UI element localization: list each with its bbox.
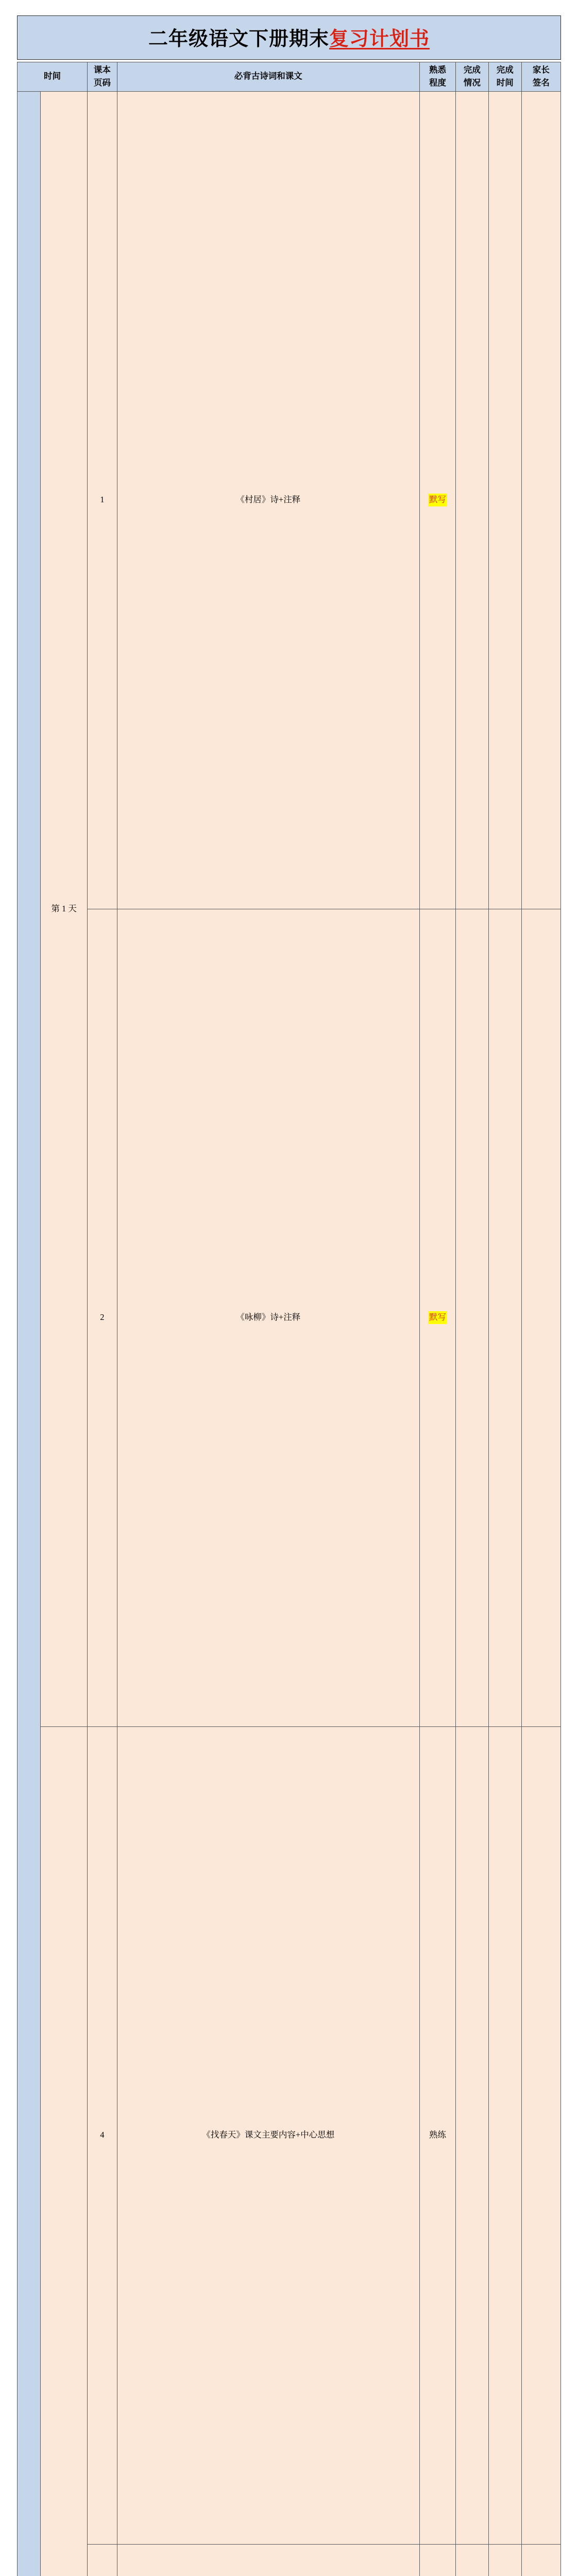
content-cell xyxy=(117,909,419,1726)
task-group-label xyxy=(18,91,41,2576)
familiarity-cell xyxy=(419,1726,455,2544)
day-label xyxy=(41,1726,88,2576)
familiarity-cell xyxy=(419,909,455,1726)
familiarity-tag: 默写 xyxy=(428,1311,447,1324)
table-row xyxy=(18,91,561,909)
header-time: 时间 xyxy=(18,62,88,92)
header-completion-time: 完成 时间 xyxy=(488,62,521,92)
completion-cell[interactable] xyxy=(455,909,488,1726)
content-cell xyxy=(117,91,419,909)
table-body xyxy=(18,91,561,2576)
header-parent-signature: 家长 签名 xyxy=(521,62,560,92)
content-line: 《咏柳》诗+注释 xyxy=(236,1312,301,1323)
completion-cell[interactable] xyxy=(455,91,488,909)
parent-signature-cell[interactable] xyxy=(521,91,560,909)
parent-signature-cell[interactable] xyxy=(521,909,560,1726)
completion-time-cell[interactable] xyxy=(488,2544,521,2576)
day-label: 第 1 天 xyxy=(41,91,88,1726)
header-completion: 完成 情况 xyxy=(455,62,488,92)
familiarity-tag: 默写 xyxy=(428,494,447,506)
header-page: 课本 页码 xyxy=(87,62,117,92)
page-number-cell: 4 xyxy=(87,1726,117,2544)
familiarity-cell xyxy=(419,91,455,909)
completion-time-cell[interactable] xyxy=(488,1726,521,2544)
content-cell xyxy=(117,2544,419,2576)
parent-signature-cell[interactable] xyxy=(521,2544,560,2576)
content-line: 《找春天》课文主要内容+中心思想 xyxy=(202,2130,335,2140)
familiarity-tag: 熟练 xyxy=(429,2130,446,2140)
completion-cell[interactable] xyxy=(455,2544,488,2576)
table-header-row xyxy=(18,62,561,92)
content-cell xyxy=(117,1726,419,2544)
document-title xyxy=(17,15,561,60)
parent-signature-cell[interactable] xyxy=(521,1726,560,2544)
completion-time-cell[interactable] xyxy=(488,91,521,909)
title-part-1: 二年级语文下册期末 xyxy=(148,28,329,50)
completion-cell[interactable] xyxy=(455,1726,488,2544)
page-number-cell xyxy=(87,2544,117,2576)
header-content: 必背古诗词和课文 xyxy=(117,62,419,92)
table-row xyxy=(18,909,561,1726)
completion-time-cell[interactable] xyxy=(488,909,521,1726)
page-number-cell: 2 xyxy=(87,909,117,1726)
content-line: 《村居》诗+注释 xyxy=(236,495,301,505)
review-plan-table xyxy=(17,62,561,2576)
familiarity-cell xyxy=(419,2544,455,2576)
header-familiarity: 熟悉 程度 xyxy=(419,62,455,92)
table-row xyxy=(18,1726,561,2544)
title-part-2: 复习计划书 xyxy=(329,28,430,50)
table-row xyxy=(18,2544,561,2576)
page-number-cell: 1 xyxy=(87,91,117,909)
